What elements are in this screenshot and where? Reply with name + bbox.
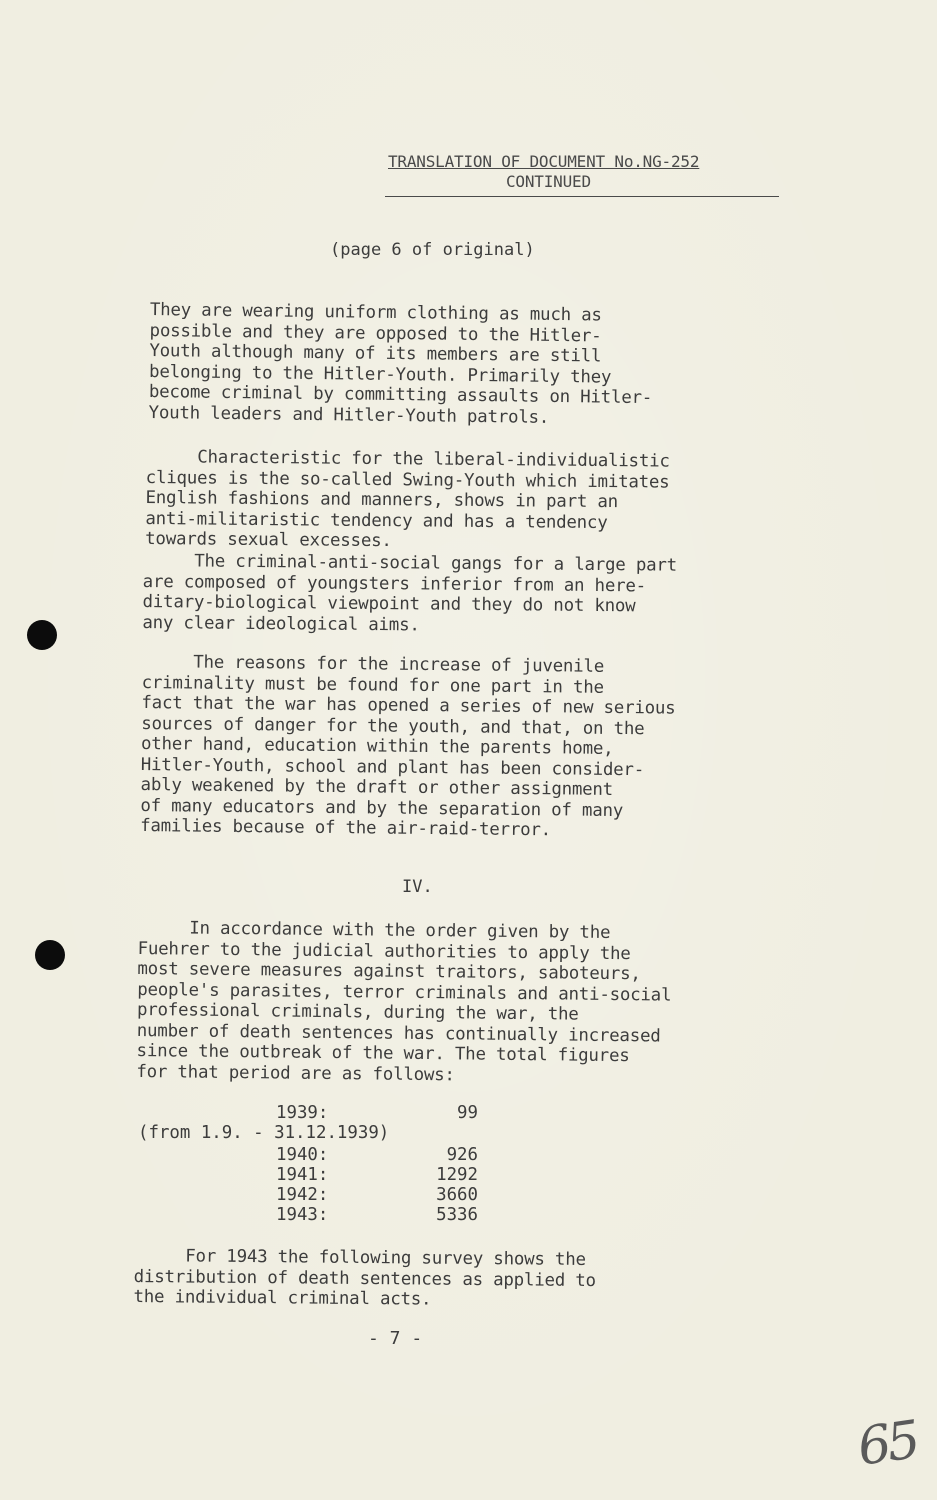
stat-value: 99 [457,1103,478,1123]
stat-row-1941 [138,1166,498,1186]
paragraph-uniform-clothing: They are wearing uniform clothing as much as possible and they are opposed to the Hitler- Youth although many of its members are still belonging to the Hitler-Youth. Primarily they become criminal by committing assaults on Hitler- Youth leaders and Hitler-Youth patrols. [148,300,653,428]
stat-row-1942 [138,1186,498,1206]
punch-hole [27,620,57,650]
paragraph-reasons-increase: The reasons for the increase of juvenile criminality must be found for one part in the fact that the war has opened a series of new serious sources of danger for the youth, and that, on the other hand, education within the parents home, Hitler-Youth, school and plant has been consider- ably weakened by the draft or other assignment of many educators and by the separation of many families because of the air-raid-terror. [140,652,676,841]
stat-value: 3660 [436,1185,478,1205]
stat-note-1939-period: (from 1.9. - 31.12.1939) [138,1123,390,1143]
header-title: TRANSLATION OF DOCUMENT No.NG-252 [388,152,700,171]
stat-value: 5336 [436,1205,478,1225]
stat-year: 1943: [276,1205,329,1225]
stat-year: 1939: [276,1103,329,1123]
stat-value: 926 [446,1145,478,1165]
stat-year: 1940: [276,1145,329,1165]
header-continued: CONTINUED [506,172,591,191]
stat-row-1939 [138,1104,498,1124]
paragraph-1943-survey: For 1943 the following survey shows the distribution of death sentences as applied to the individual criminal acts. [133,1246,596,1310]
paragraph-death-sentences: In accordance with the order given by the Fuehrer to the judicial authorities to apply the most severe measures against traitors, saboteurs, people's parasites, terror criminals and anti-social professional criminals, during the war, the number of death sentences has continually increased since the outbreak of the war. The total figures for that period are as follows: [136,918,672,1085]
section-numeral: IV. [402,877,433,897]
stat-year: 1941: [276,1165,329,1185]
page-number: - 7 - [368,1328,423,1349]
page-subtitle: (page 6 of original) [330,240,535,260]
paragraph-swing-youth: Characteristic for the liberal-individualistic cliques is the so-called Swing-Youth which imitates English fashions and manners, shows in part an anti-militaristic tendency and has a tendency towards sexual excesses. [145,447,670,552]
document-header [388,152,780,192]
paragraph-criminal-gangs: The criminal-anti-social gangs for a large part are composed of youngsters inferior from an here- ditary-biological viewpoint and they do not know any clear ideological aims. [142,551,678,635]
death-sentence-figures [138,1104,498,1226]
stat-value: 1292 [436,1165,478,1185]
stat-row-1940 [138,1146,498,1166]
handwritten-folio-number: 65 [854,1410,921,1478]
stat-year: 1942: [276,1185,329,1205]
stat-row-1943 [138,1206,498,1226]
punch-hole [35,940,65,970]
header-rule [385,196,779,197]
